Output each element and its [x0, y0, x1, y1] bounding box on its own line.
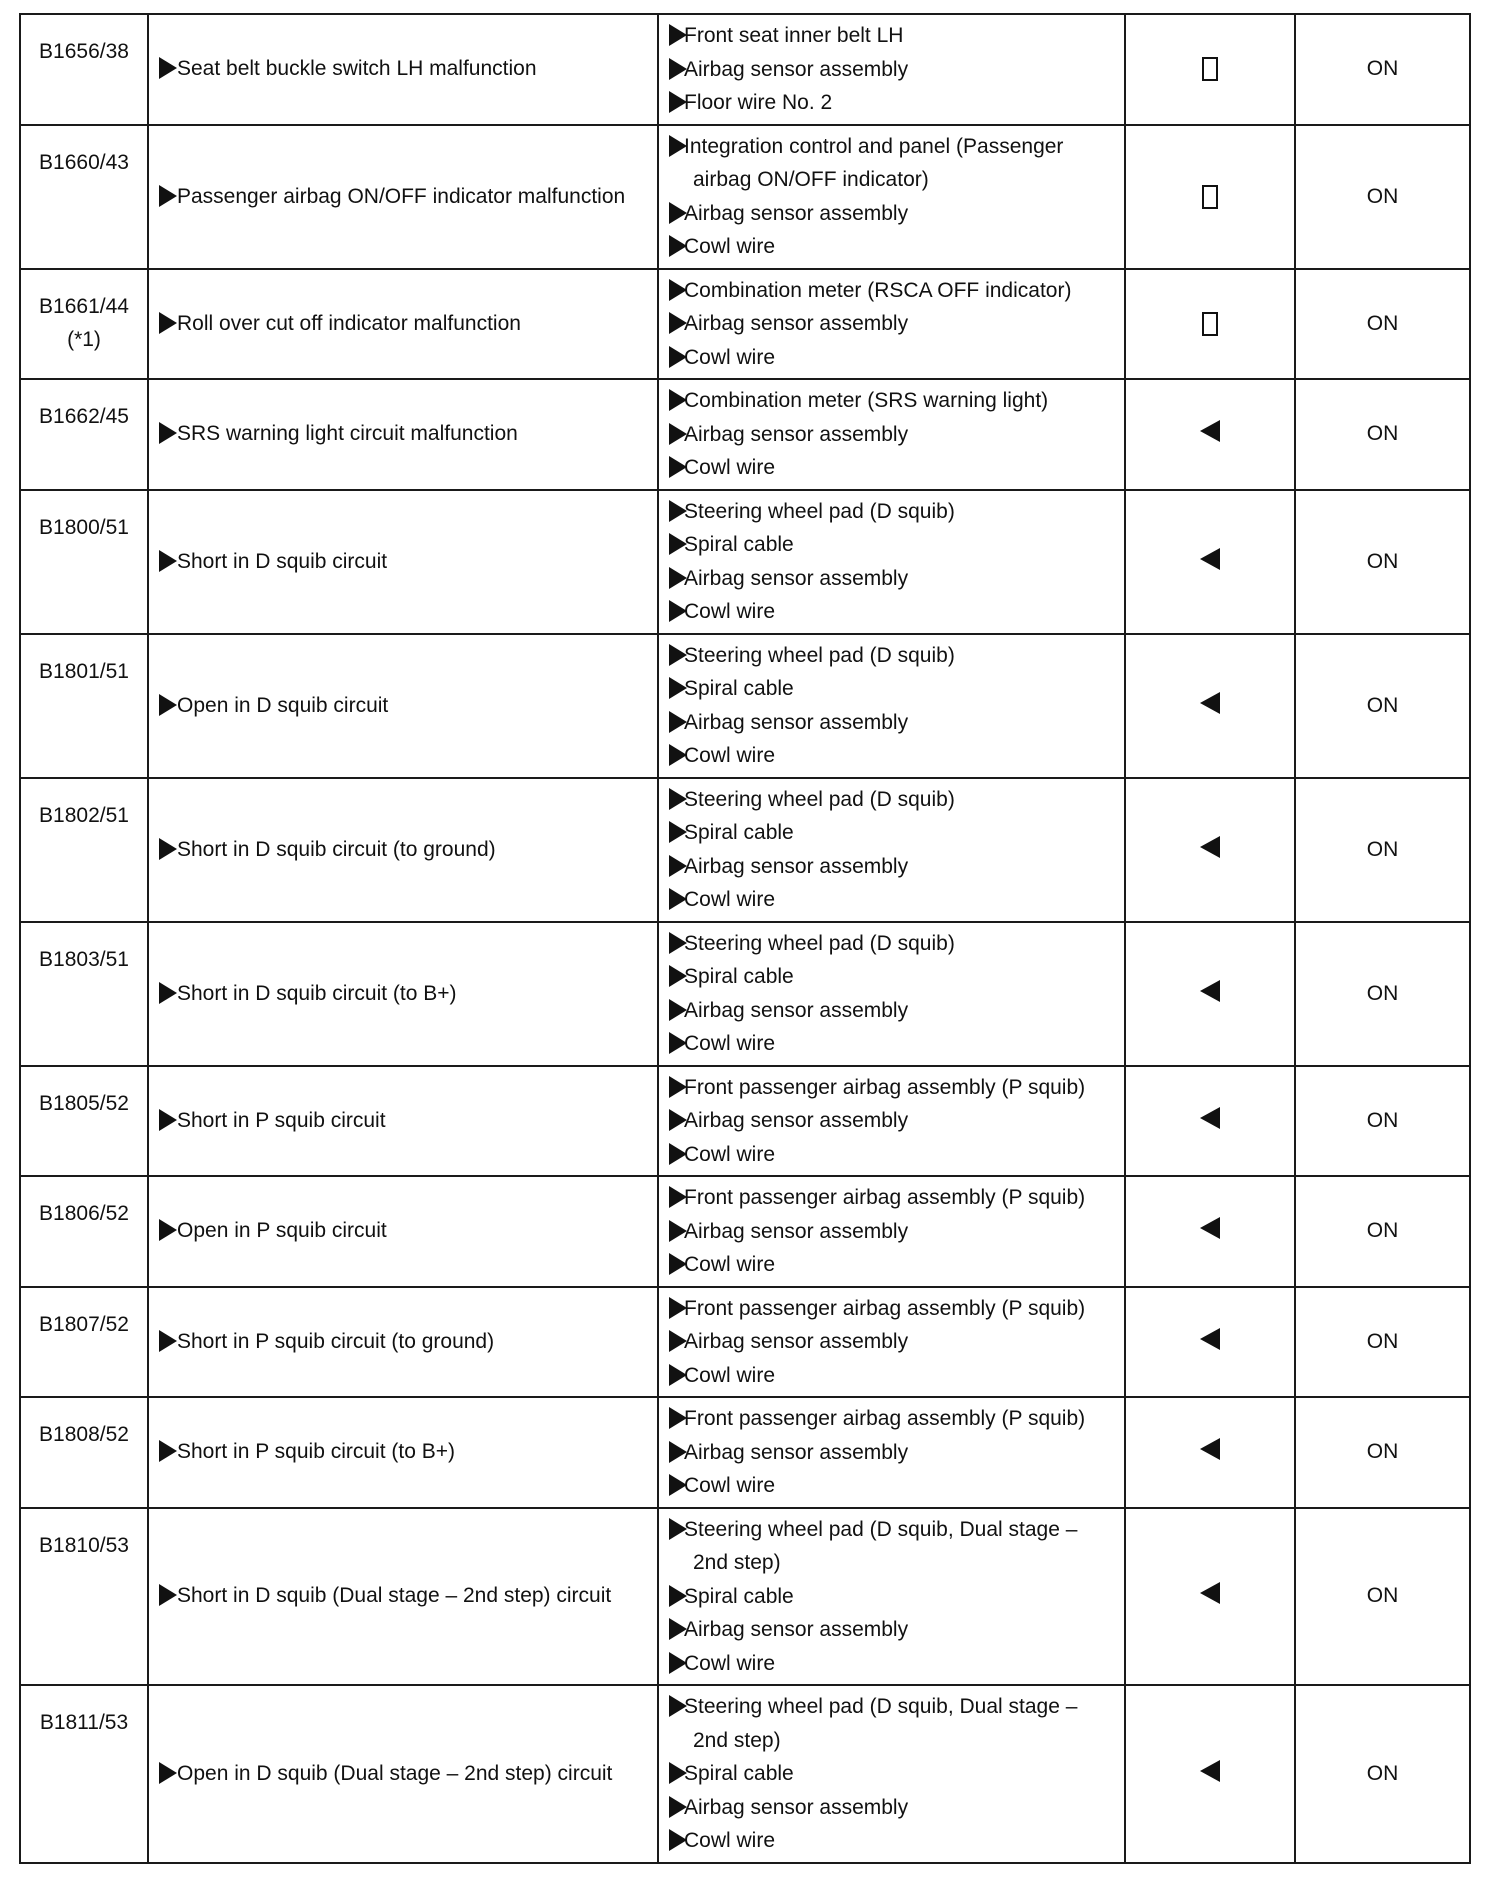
table-row: [20, 778, 1470, 922]
bullet-triangle-icon: [159, 422, 177, 444]
detection-item-text: Open in D squib (Dual stage – 2nd step) circuit: [177, 1761, 613, 1785]
bullet-triangle-icon: [159, 982, 177, 1004]
dtc-code-cell: [20, 1287, 148, 1398]
trouble-area-item: [669, 1325, 1120, 1359]
detection-item-cell: [148, 778, 658, 922]
trouble-area-text: Front passenger airbag assembly (P squib): [684, 1407, 1086, 1430]
memory-mark-cell: [1125, 1066, 1295, 1177]
dtc-code-cell: [20, 1176, 148, 1287]
trouble-area-text: Steering wheel pad (D squib, Dual stage –: [684, 1517, 1078, 1541]
trouble-area-text: Spiral cable: [684, 1762, 794, 1785]
memory-mark-cell: [1125, 490, 1295, 634]
warning-light-status: ON: [1366, 1440, 1399, 1464]
table-row: [20, 1685, 1470, 1863]
memory-mark-cell: [1125, 125, 1295, 269]
dtc-code: (*1): [67, 327, 101, 351]
dtc-code: B1806/52: [39, 1202, 129, 1225]
trouble-area-item: [669, 230, 1120, 264]
trouble-area-text: Airbag sensor assembly: [684, 201, 909, 225]
trouble-area-text: Spiral cable: [684, 821, 794, 844]
trouble-area-text: Airbag sensor assembly: [684, 1795, 909, 1819]
table-row: [20, 1397, 1470, 1508]
warning-light-status: ON: [1366, 57, 1399, 81]
trouble-area-text: Steering wheel pad (D squib): [684, 499, 955, 523]
trouble-area-cell: [658, 1397, 1125, 1508]
trouble-area-text: Airbag sensor assembly: [684, 710, 909, 734]
warning-light-status: ON: [1366, 422, 1399, 446]
trouble-area-item: [669, 1181, 1120, 1215]
table-row: [20, 379, 1470, 490]
warning-light-status: ON: [1366, 1219, 1399, 1243]
trouble-area-text: Cowl wire: [684, 235, 776, 258]
trouble-area-item: [669, 86, 1120, 120]
detection-item-text: Seat belt buckle switch LH malfunction: [177, 57, 537, 81]
trouble-area-item: [669, 1402, 1120, 1436]
left-triangle-icon: [1200, 692, 1220, 714]
table-row: [20, 1508, 1470, 1686]
trouble-area-item: [669, 1436, 1120, 1470]
memory-mark-cell: [1125, 1397, 1295, 1508]
dtc-table: [19, 13, 1471, 1864]
trouble-area-item: [669, 1647, 1120, 1681]
bullet-triangle-icon: [159, 1109, 177, 1131]
warning-light-status-cell: [1295, 1176, 1470, 1287]
dtc-code-cell: [20, 14, 148, 125]
dtc-code-cell: [20, 1685, 148, 1863]
table-row: [20, 125, 1470, 269]
dtc-code: B1810/53: [39, 1533, 129, 1557]
detection-item-cell: [148, 379, 658, 490]
detection-item-cell: [148, 1287, 658, 1398]
trouble-area-text: Airbag sensor assembly: [684, 998, 909, 1022]
warning-light-status: ON: [1366, 1329, 1399, 1353]
dtc-code: B1807/52: [39, 1312, 129, 1336]
memory-mark-cell: [1125, 1508, 1295, 1686]
trouble-area-text: Cowl wire: [684, 600, 776, 623]
detection-item-cell: [148, 1066, 658, 1177]
trouble-area-item: [669, 307, 1120, 341]
detection-item-text: Short in P squib circuit (to B+): [177, 1440, 455, 1464]
detection-item-cell: [148, 922, 658, 1066]
box-symbol-icon: [1202, 312, 1218, 336]
trouble-area-item: [669, 1580, 1120, 1614]
trouble-area-cell: [658, 490, 1125, 634]
trouble-area-item: [669, 739, 1120, 773]
bullet-triangle-icon: [159, 550, 177, 572]
trouble-area-cell: [658, 778, 1125, 922]
trouble-area-text: Cowl wire: [684, 1474, 776, 1497]
detection-item-text: Open in D squib circuit: [177, 693, 389, 717]
dtc-code: B1803/51: [39, 947, 129, 971]
trouble-area-item: [669, 1248, 1120, 1282]
trouble-area-cell: [658, 269, 1125, 380]
dtc-code-cell: [20, 634, 148, 778]
trouble-area-item: [669, 1027, 1120, 1061]
memory-mark-cell: [1125, 1287, 1295, 1398]
warning-light-status: ON: [1366, 1108, 1399, 1132]
trouble-area-text: Combination meter (RSCA OFF indicator): [684, 278, 1072, 302]
trouble-area-item: [669, 960, 1120, 994]
trouble-area-text: Spiral cable: [684, 677, 794, 700]
warning-light-status-cell: [1295, 14, 1470, 125]
trouble-area-text: airbag ON/OFF indicator): [693, 168, 929, 191]
trouble-area-text: Steering wheel pad (D squib, Dual stage –: [684, 1695, 1078, 1718]
trouble-area-item: [669, 1690, 1120, 1724]
memory-mark-cell: [1125, 1685, 1295, 1863]
trouble-area-text: Cowl wire: [684, 888, 776, 911]
trouble-area-item: [669, 1513, 1120, 1547]
trouble-area-item: [669, 1469, 1120, 1503]
dtc-code: B1660/43: [39, 150, 129, 174]
trouble-area-item: [669, 341, 1120, 375]
trouble-area-text: Integration control and panel (Passenger: [684, 134, 1064, 158]
warning-light-status-cell: [1295, 125, 1470, 269]
detection-item-text: Passenger airbag ON/OFF indicator malfunction: [177, 184, 626, 208]
bullet-triangle-icon: [159, 57, 177, 79]
dtc-code-cell: [20, 269, 148, 380]
memory-mark-cell: [1125, 778, 1295, 922]
left-triangle-icon: [1200, 1217, 1220, 1239]
left-triangle-icon: [1200, 548, 1220, 570]
trouble-area-text: Airbag sensor assembly: [684, 1330, 909, 1353]
bullet-triangle-icon: [159, 312, 177, 334]
warning-light-status-cell: [1295, 922, 1470, 1066]
warning-light-status-cell: [1295, 379, 1470, 490]
trouble-area-item: [669, 639, 1120, 673]
trouble-area-text: Front seat inner belt LH: [684, 24, 904, 47]
bullet-triangle-icon: [159, 838, 177, 860]
detection-item-text: Short in D squib circuit (to B+): [177, 981, 457, 1005]
detection-item-cell: [148, 1397, 658, 1508]
left-triangle-icon: [1200, 1760, 1220, 1782]
trouble-area-text: 2nd step): [693, 1728, 781, 1752]
dtc-code: B1801/51: [39, 659, 129, 683]
dtc-code-cell: [20, 1397, 148, 1508]
trouble-area-cell: [658, 379, 1125, 490]
trouble-area-text: Steering wheel pad (D squib): [684, 787, 955, 811]
left-triangle-icon: [1200, 1582, 1220, 1604]
trouble-area-item: [669, 927, 1120, 961]
trouble-area-item: [669, 1757, 1120, 1791]
trouble-area-item: [669, 418, 1120, 452]
trouble-area-text: Cowl wire: [684, 744, 776, 767]
warning-light-status: ON: [1366, 1761, 1399, 1785]
trouble-area-item: [669, 883, 1120, 917]
trouble-area-item: [669, 1546, 1120, 1580]
trouble-area-text: Cowl wire: [684, 1651, 776, 1675]
trouble-area-item: [669, 384, 1120, 418]
warning-light-status: ON: [1366, 837, 1399, 861]
dtc-code: B1805/52: [39, 1091, 129, 1115]
trouble-area-text: Airbag sensor assembly: [684, 1109, 909, 1132]
left-triangle-icon: [1200, 1438, 1220, 1460]
trouble-area-item: [669, 1824, 1120, 1858]
warning-light-status-cell: [1295, 634, 1470, 778]
dtc-code-cell: [20, 778, 148, 922]
warning-light-status-cell: [1295, 1397, 1470, 1508]
dtc-code-cell: [20, 922, 148, 1066]
dtc-code: B1811/53: [39, 1711, 129, 1734]
table-row: [20, 1176, 1470, 1287]
memory-mark-cell: [1125, 922, 1295, 1066]
warning-light-status: ON: [1366, 549, 1399, 573]
detection-item-cell: [148, 1508, 658, 1686]
trouble-area-text: Airbag sensor assembly: [684, 1440, 909, 1464]
trouble-area-cell: [658, 1287, 1125, 1398]
trouble-area-cell: [658, 1685, 1125, 1863]
trouble-area-item: [669, 451, 1120, 485]
warning-light-status: ON: [1366, 693, 1399, 717]
table-row: [20, 269, 1470, 380]
left-triangle-icon: [1200, 420, 1220, 442]
memory-mark-cell: [1125, 1176, 1295, 1287]
trouble-area-cell: [658, 1066, 1125, 1177]
detection-item-cell: [148, 1685, 658, 1863]
left-triangle-icon: [1200, 980, 1220, 1002]
trouble-area-text: Cowl wire: [684, 1142, 776, 1166]
table-row: [20, 922, 1470, 1066]
bullet-triangle-icon: [159, 185, 177, 207]
trouble-area-item: [669, 1613, 1120, 1647]
trouble-area-item: [669, 1292, 1120, 1326]
detection-item-text: Open in P squib circuit: [177, 1219, 387, 1243]
warning-light-status: ON: [1366, 981, 1399, 1005]
trouble-area-text: Steering wheel pad (D squib): [684, 643, 955, 667]
trouble-area-text: Steering wheel pad (D squib): [684, 931, 955, 955]
warning-light-status-cell: [1295, 1287, 1470, 1398]
trouble-area-text: Airbag sensor assembly: [684, 1219, 909, 1243]
warning-light-status-cell: [1295, 1685, 1470, 1863]
trouble-area-text: Spiral cable: [684, 965, 794, 988]
detection-item-text: SRS warning light circuit malfunction: [177, 422, 518, 446]
trouble-area-text: Airbag sensor assembly: [684, 57, 909, 81]
trouble-area-item: [669, 783, 1120, 817]
trouble-area-text: Airbag sensor assembly: [684, 854, 909, 878]
trouble-area-text: 2nd step): [693, 1551, 781, 1574]
dtc-code-cell: [20, 1066, 148, 1177]
trouble-area-cell: [658, 922, 1125, 1066]
trouble-area-item: [669, 495, 1120, 529]
warning-light-status-cell: [1295, 1066, 1470, 1177]
trouble-area-text: Combination meter (SRS warning light): [684, 389, 1049, 412]
bullet-triangle-icon: [159, 1219, 177, 1241]
trouble-area-item: [669, 1359, 1120, 1393]
trouble-area-item: [669, 994, 1120, 1028]
table-row: [20, 1066, 1470, 1177]
trouble-area-item: [669, 1791, 1120, 1825]
warning-light-status: ON: [1366, 184, 1399, 208]
trouble-area-text: Front passenger airbag assembly (P squib): [684, 1075, 1086, 1099]
trouble-area-item: [669, 53, 1120, 87]
table-row: [20, 490, 1470, 634]
trouble-area-cell: [658, 1176, 1125, 1287]
trouble-area-text: Cowl wire: [684, 1253, 776, 1276]
trouble-area-item: [669, 163, 1120, 197]
trouble-area-cell: [658, 125, 1125, 269]
dtc-code: B1808/52: [39, 1423, 129, 1446]
trouble-area-item: [669, 1138, 1120, 1172]
trouble-area-text: Airbag sensor assembly: [684, 422, 909, 446]
table-row: [20, 1287, 1470, 1398]
box-symbol-icon: [1202, 57, 1218, 81]
detection-item-cell: [148, 490, 658, 634]
trouble-area-cell: [658, 634, 1125, 778]
detection-item-cell: [148, 125, 658, 269]
left-triangle-icon: [1200, 1328, 1220, 1350]
trouble-area-cell: [658, 14, 1125, 125]
trouble-area-item: [669, 672, 1120, 706]
trouble-area-text: Airbag sensor assembly: [684, 312, 909, 335]
dtc-code: B1800/51: [39, 515, 129, 539]
memory-mark-cell: [1125, 634, 1295, 778]
trouble-area-item: [669, 1215, 1120, 1249]
trouble-area-text: Cowl wire: [684, 345, 776, 369]
memory-mark-cell: [1125, 269, 1295, 380]
left-triangle-icon: [1200, 1107, 1220, 1129]
trouble-area-item: [669, 19, 1120, 53]
trouble-area-text: Spiral cable: [684, 1584, 794, 1608]
left-triangle-icon: [1200, 836, 1220, 858]
memory-mark-cell: [1125, 379, 1295, 490]
dtc-code: B1656/38: [39, 40, 129, 63]
detection-item-cell: [148, 1176, 658, 1287]
trouble-area-text: Airbag sensor assembly: [684, 566, 909, 590]
trouble-area-item: [669, 130, 1120, 164]
trouble-area-text: Cowl wire: [684, 456, 776, 479]
memory-mark-cell: [1125, 14, 1295, 125]
trouble-area-item: [669, 706, 1120, 740]
detection-item-text: Short in D squib (Dual stage – 2nd step) circuit: [177, 1584, 612, 1608]
dtc-table-body: [20, 14, 1470, 1863]
warning-light-status: ON: [1366, 1584, 1399, 1608]
trouble-area-text: Spiral cable: [684, 533, 794, 556]
trouble-area-text: Floor wire No. 2: [684, 91, 833, 114]
table-row: [20, 634, 1470, 778]
warning-light-status-cell: [1295, 490, 1470, 634]
trouble-area-item: [669, 1104, 1120, 1138]
detection-item-text: Short in D squib circuit: [177, 549, 388, 573]
trouble-area-item: [669, 528, 1120, 562]
warning-light-status-cell: [1295, 269, 1470, 380]
dtc-code-cell: [20, 490, 148, 634]
trouble-area-item: [669, 562, 1120, 596]
warning-light-status: ON: [1366, 311, 1399, 335]
trouble-area-text: Airbag sensor assembly: [684, 1618, 909, 1641]
trouble-area-item: [669, 274, 1120, 308]
detection-item-cell: [148, 634, 658, 778]
detection-item-text: Short in D squib circuit (to ground): [177, 837, 496, 861]
table-row: [20, 14, 1470, 125]
trouble-area-text: Cowl wire: [684, 1829, 776, 1852]
dtc-code-cell: [20, 1508, 148, 1686]
dtc-code-cell: [20, 379, 148, 490]
dtc-code: B1662/45: [39, 405, 129, 428]
bullet-triangle-icon: [159, 694, 177, 716]
trouble-area-item: [669, 197, 1120, 231]
dtc-code-cell: [20, 125, 148, 269]
bullet-triangle-icon: [159, 1330, 177, 1352]
dtc-code: B1802/51: [39, 803, 129, 827]
trouble-area-item: [669, 850, 1120, 884]
bullet-triangle-icon: [159, 1584, 177, 1606]
trouble-area-item: [669, 1724, 1120, 1758]
bullet-triangle-icon: [159, 1762, 177, 1784]
warning-light-status-cell: [1295, 1508, 1470, 1686]
detection-item-text: Short in P squib circuit (to ground): [177, 1329, 495, 1353]
trouble-area-text: Front passenger airbag assembly (P squib): [684, 1186, 1086, 1209]
trouble-area-item: [669, 816, 1120, 850]
box-symbol-icon: [1202, 185, 1218, 209]
bullet-triangle-icon: [159, 1440, 177, 1462]
trouble-area-item: [669, 595, 1120, 629]
detection-item-cell: [148, 14, 658, 125]
trouble-area-text: Cowl wire: [684, 1363, 776, 1387]
trouble-area-item: [669, 1071, 1120, 1105]
trouble-area-text: Cowl wire: [684, 1032, 776, 1055]
detection-item-cell: [148, 269, 658, 380]
trouble-area-text: Front passenger airbag assembly (P squib): [684, 1296, 1086, 1320]
dtc-code: B1661/44: [39, 294, 129, 318]
warning-light-status-cell: [1295, 778, 1470, 922]
trouble-area-cell: [658, 1508, 1125, 1686]
detection-item-text: Roll over cut off indicator malfunction: [177, 311, 521, 335]
detection-item-text: Short in P squib circuit: [177, 1108, 386, 1132]
